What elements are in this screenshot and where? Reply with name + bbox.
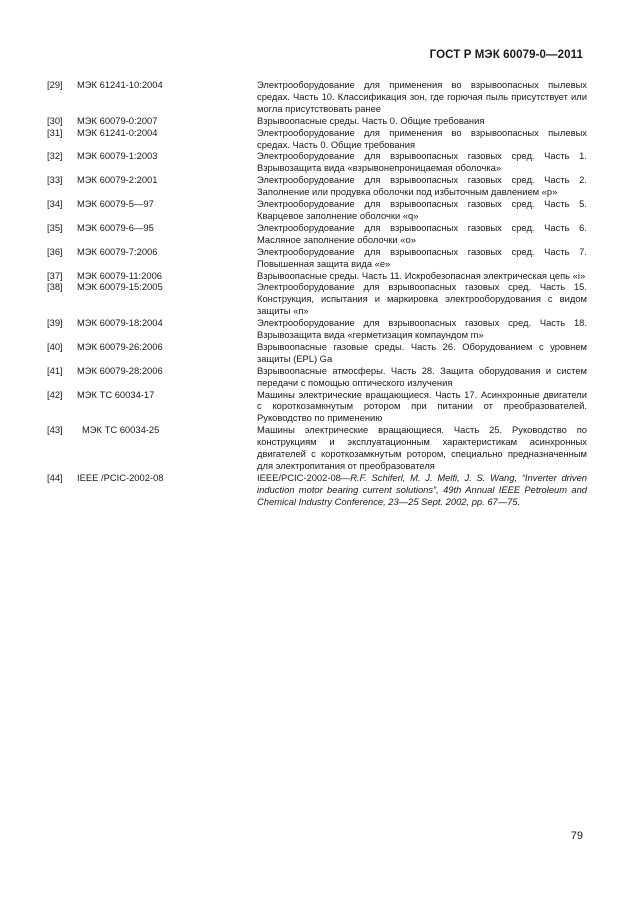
reference-row [47,389,587,425]
reference-code: МЭК 60079-26:2006 [77,340,163,352]
reference-title: Электрооборудование для взрывоопасных газовых сред. Часть 1. Взрывозащита вида «взрывонепроницаемая оболочка» [257,150,587,174]
reference-row [47,150,587,174]
reference-title-prefix: IEEE/PCIC-2002-08— [257,471,351,483]
reference-number: [33] [47,174,63,186]
reference-title-citation: R.F. Schiferl, M. J. Melfi, J. S. Wang, “Inverter driven induction motor bearing current solutions”, 49th Annual IEEE Petroleum and Chemical Industry Conference, 23—25 Sept. 2002, pp. 67—75. [257,471,587,507]
reference-row [47,246,587,270]
reference-number: [41] [47,364,63,376]
reference-number: [43] [47,424,63,436]
reference-number: [40] [47,340,63,352]
reference-code: МЭК 60079-2:2001 [77,174,158,186]
reference-code: МЭК 60079-15:2005 [77,281,163,293]
reference-code: МЭК 61241-10:2004 [77,79,163,90]
reference-number: [34] [47,198,63,210]
reference-number: [31] [47,126,63,138]
reference-row [47,341,587,365]
reference-list [47,79,587,508]
reference-code: МЭК 60079-11:2006 [77,269,162,281]
reference-code: МЭК 61241-0:2004 [77,126,158,138]
reference-number: [32] [47,150,63,162]
reference-title: Взрывоопасные среды. Часть 0. Общие требования [257,114,485,126]
reference-title: Электрооборудование для взрывоопасных газовых сред. Часть 6. Масляное заполнение оболочки «о» [257,221,587,245]
reference-row [47,424,587,472]
reference-row [47,365,587,389]
reference-row [47,198,587,222]
reference-code: МЭК ТС 60034-17 [77,388,155,400]
reference-code: МЭК 60079-0:2007 [77,114,158,126]
reference-row [47,174,587,198]
reference-number: [39] [47,317,63,329]
reference-code: МЭК 60079-1:2003 [77,150,158,162]
reference-row [47,127,587,151]
reference-code: МЭК ТС 60034-25 [82,424,160,436]
reference-number: [36] [47,245,63,257]
reference-title: Взрывоопасные среды. Часть 11. Искробезопасная электрическая цепь «i» [257,269,586,281]
page-number: 79 [570,830,583,842]
document-header: ГОСТ Р МЭК 60079-0—2011 [429,49,583,61]
reference-title: Электрооборудование для взрывоопасных газовых сред. Часть 18. Взрывозащита вида «герметизация компаундом m» [257,317,587,341]
reference-row [47,115,587,127]
reference-row [47,281,587,317]
reference-code: МЭК 60079-28:2006 [77,364,163,376]
reference-title [257,472,587,508]
reference-code: МЭК 60079-5—97 [77,198,154,210]
reference-title: Электрооборудование для взрывоопасных газовых сред. Часть 2. Заполнение или продувка оболочки под избыточным давлением «р» [257,174,587,198]
reference-row [47,270,587,282]
reference-title: Машины электрические вращающиеся. Часть 25. Руководство по конструкциям и эксплуатационным характеристикам асинхронных двигателей с короткозамкнутым ротором, специально предназначенным для электропитания от преобразователя [257,424,587,471]
reference-number: [38] [47,281,63,293]
reference-code: IEEE /PCIC-2002-08 [77,471,164,483]
reference-title: Электрооборудование для взрывоопасных газовых сред. Часть 15. Конструкция, испытания и маркировка электрооборудования с видом защиты «п» [257,281,587,317]
reference-title: Взрывоопасные газовые среды. Часть 26. Оборудованием с уровнем защиты (EPL) Ga [257,340,587,364]
reference-code: МЭК 60079-18:2004 [77,317,163,329]
reference-title: Электрооборудование для применения во взрывоопасных пылевых средах. Часть 10. Классификация зон, где горючая пыль присутствует или могла присутствовать ранее [257,79,587,114]
reference-row [47,222,587,246]
reference-title: Машины электрические вращающиеся. Часть 17. Асинхронные двигатели с короткозамкнутым ротором при питании от преобразователей. Руководство по применению [257,388,587,424]
reference-number: [29] [47,79,63,90]
reference-number: [35] [47,221,63,233]
reference-row [47,79,587,115]
reference-number: [37] [47,269,63,281]
reference-code: МЭК 60079-7:2006 [77,245,158,257]
reference-title: Электрооборудование для взрывоопасных газовых сред. Часть 5. Кварцевое заполнение оболочки «q» [257,198,587,221]
reference-title: Электрооборудование для применения во взрывоопасных пылевых средах. Часть 0. Общие требования [257,126,587,150]
reference-row [47,472,587,508]
reference-number: [42] [47,388,63,400]
reference-row [47,317,587,341]
reference-code: МЭК 60079-6—95 [77,221,154,233]
reference-number: [30] [47,114,63,126]
reference-title: Электрооборудование для взрывоопасных газовых сред. Часть 7. Повышенная защита вида «е» [257,245,587,269]
reference-title: Взрывоопасные атмосферы. Часть 28. Защита оборудования и систем передачи с помощью оптического излучения [257,364,587,388]
reference-number: [44] [47,471,63,483]
